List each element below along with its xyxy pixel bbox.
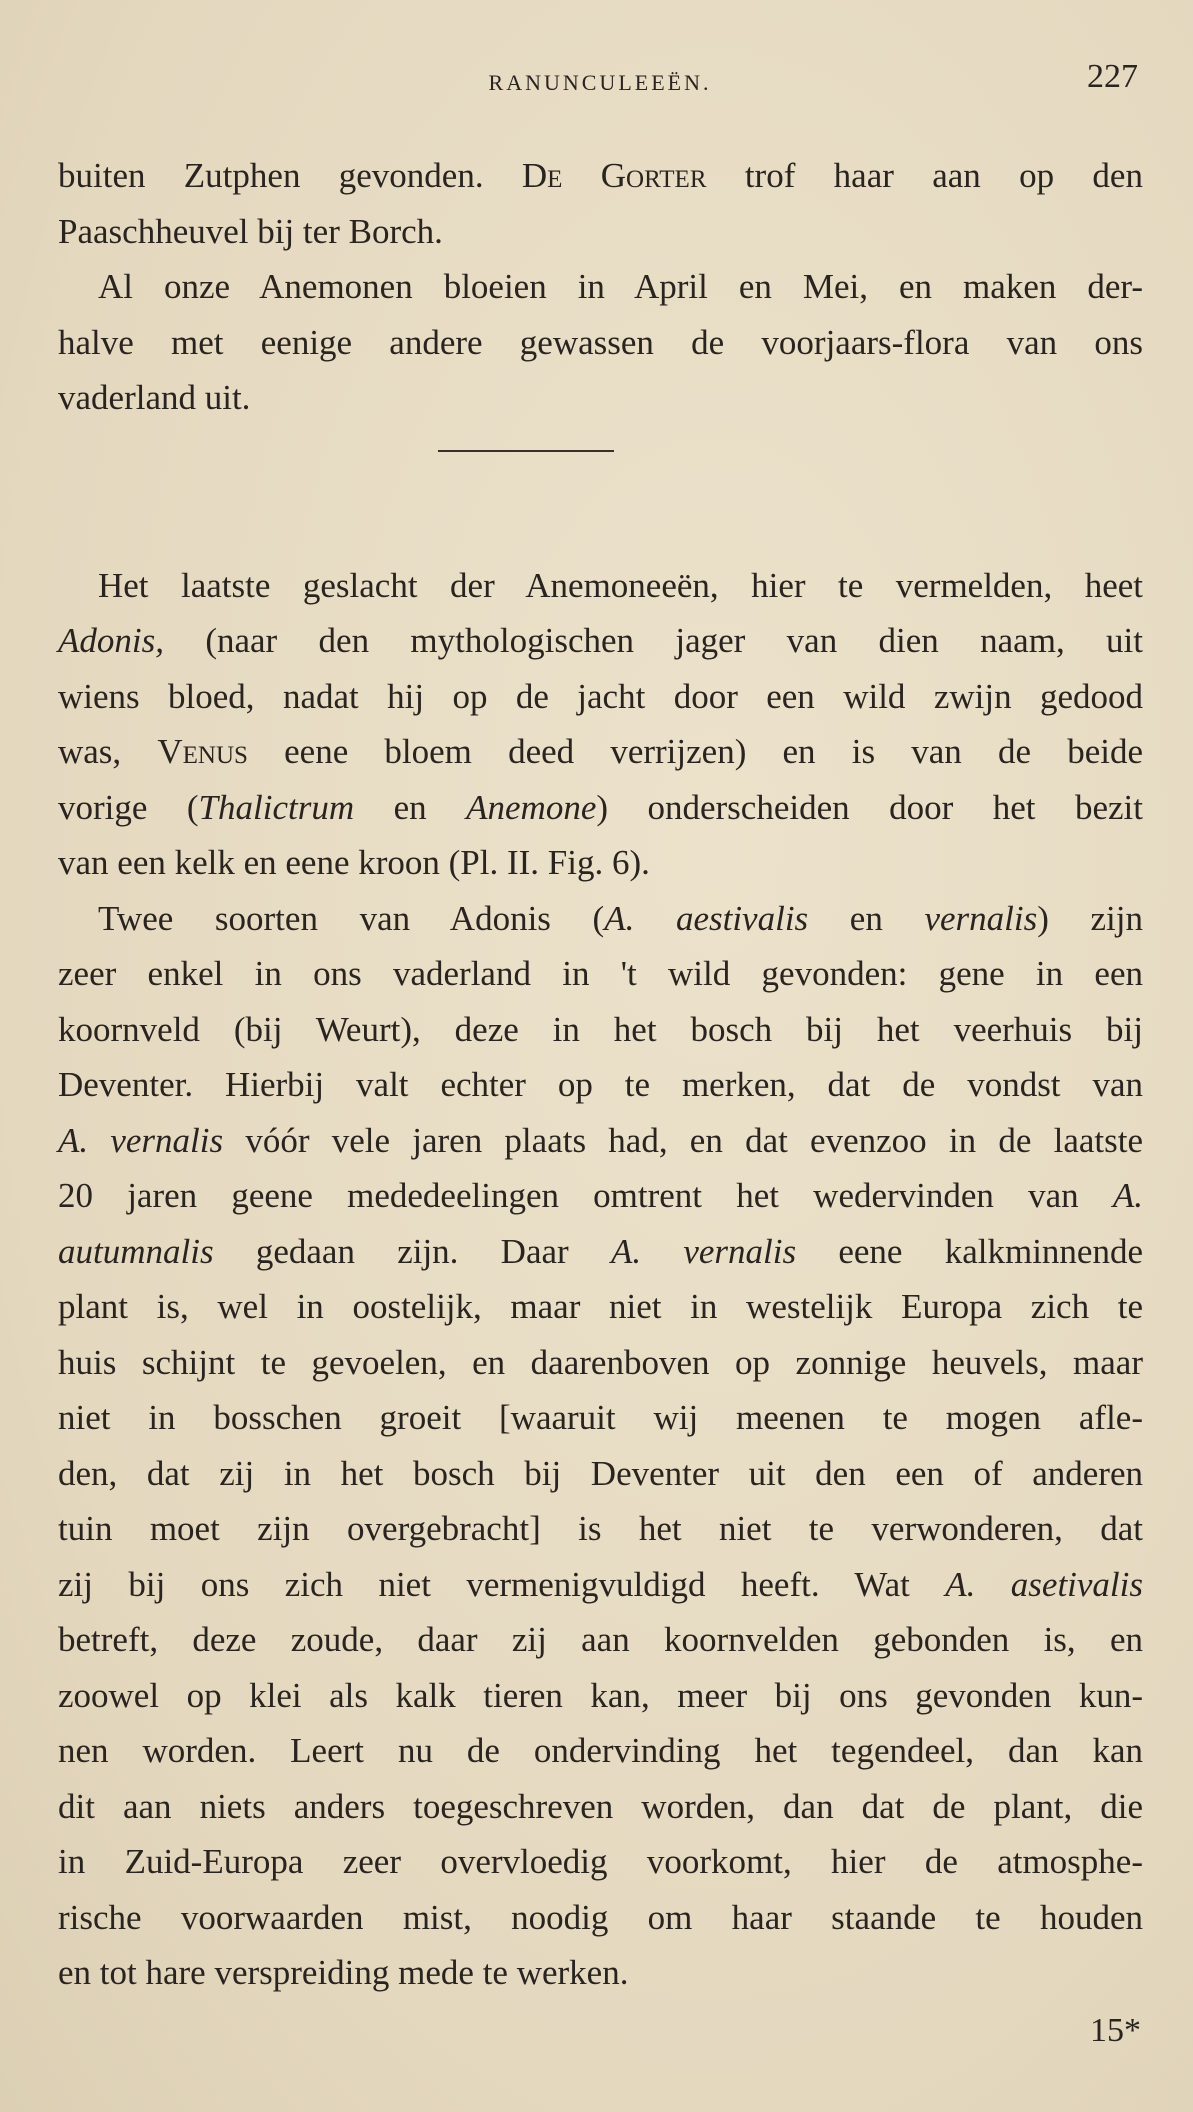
text-line: niet in bosschen groeit [waaruit wij meenen te mogen afle- (58, 1398, 1143, 1437)
running-title: RANUNCULEEËN. (488, 70, 712, 95)
species-name: A. aestivalis (604, 898, 809, 938)
text-line: buiten Zutphen gevonden. De Gorter trof haar aan op den (58, 156, 1143, 195)
page-number: 227 (1087, 58, 1138, 95)
text-line: plant is, wel in oostelijk, maar niet in westelijk Europa zich te (58, 1287, 1143, 1326)
text-line: Het laatste geslacht der Anemoneeën, hier te vermelden, heet (98, 565, 1143, 605)
paragraph-1 (58, 148, 1143, 259)
genus-name: Adonis, (58, 621, 164, 660)
text-line: Deventer. Hierbij valt echter op te merken, dat de vondst van (58, 1065, 1143, 1104)
text-line: in Zuid-Europa zeer overvloedig voorkomt, hier de atmosphe- (58, 1842, 1143, 1881)
species-name: A. asetivalis (945, 1564, 1143, 1604)
text-line: en tot hare verspreiding mede te werken. (58, 1953, 629, 1992)
text-line: koornveld (bij Weurt), deze in het bosch bij het veerhuis bij (58, 1009, 1143, 1049)
text-line: rische voorwaarden mist, noodig om haar staande te houden (58, 1897, 1143, 1937)
text-line: Al onze Anemonen bloeien in April en Mei, en maken der- (98, 267, 1143, 306)
species-name: A. vernalis (610, 1231, 797, 1271)
text-line: zij bij ons zich niet vermenigvuldigd heeft. Wat A. asetivalis (58, 1564, 1143, 1604)
text-line: zoowel op klei als kalk tieren kan, meer bij ons gevonden kun- (58, 1675, 1143, 1715)
text-line: autumnalis gedaan zijn. Daar A. vernalis eene kalkminnende (58, 1231, 1144, 1271)
species-name: vernalis (924, 898, 1038, 938)
text-line: tuin moet zijn overgebracht] is het niet te verwonderen, dat (58, 1509, 1143, 1548)
text-line: van een kelk en eene kroon (Pl. II. Fig. 6). (58, 843, 650, 882)
species-name: A. vernalis (58, 1120, 224, 1160)
text-line: vaderland uit. (58, 378, 251, 417)
species-name: autumnalis (58, 1231, 214, 1271)
text-line: den, dat zij in het bosch bij Deventer uit den een of anderen (58, 1453, 1143, 1493)
text-line: vorige (Thalictrum en Anemone) onderscheiden door het bezit (58, 787, 1143, 827)
species-name: A. (1112, 1176, 1143, 1215)
body-text (58, 148, 1143, 2001)
text-line: was, Venus eene bloem deed verrijzen) en is van de beide (58, 732, 1143, 771)
text-line: Paaschheuvel bij ter Borch. (58, 211, 443, 251)
genus-name: Thalictrum (198, 787, 355, 827)
text-line: huis schijnt te gevoelen, en daarenboven op zonnige heuvels, maar (58, 1342, 1143, 1382)
paragraph-2 (58, 259, 1143, 426)
signature-mark: 15* (1090, 2012, 1141, 2049)
paragraph-3 (58, 558, 1143, 891)
paragraph-4 (58, 891, 1143, 2001)
text-line: nen worden. Leert nu de ondervinding het tegendeel, dan kan (58, 1731, 1143, 1770)
text-line: betreft, deze zoude, daar zij aan koornvelden gebonden is, en (58, 1620, 1143, 1659)
text-line: zeer enkel in ons vaderland in 't wild gevonden: gene in een (58, 954, 1143, 993)
text-line: 20 jaren geene mededeelingen omtrent het wedervinden van A. (58, 1176, 1143, 1215)
author-name: De Gorter (521, 156, 707, 195)
text-line: Adonis, (naar den mythologischen jager van dien naam, uit (58, 621, 1143, 660)
text-line: Twee soorten van Adonis (A. aestivalis en vernalis) zijn (98, 898, 1143, 938)
text-line: wiens bloed, nadat hij op de jacht door een wild zwijn gedood (58, 676, 1143, 716)
text-line: A. vernalis vóór vele jaren plaats had, en dat evenzoo in de laatste (58, 1120, 1144, 1160)
section-divider (438, 450, 614, 452)
text-line: halve met eenige andere gewassen de voorjaars-flora van ons (58, 322, 1143, 362)
genus-name: Anemone (466, 787, 597, 827)
text-line: dit aan niets anders toegeschreven worden, dan dat de plant, die (58, 1786, 1143, 1826)
page-header (60, 58, 1140, 108)
deity-name: Venus (157, 732, 248, 771)
